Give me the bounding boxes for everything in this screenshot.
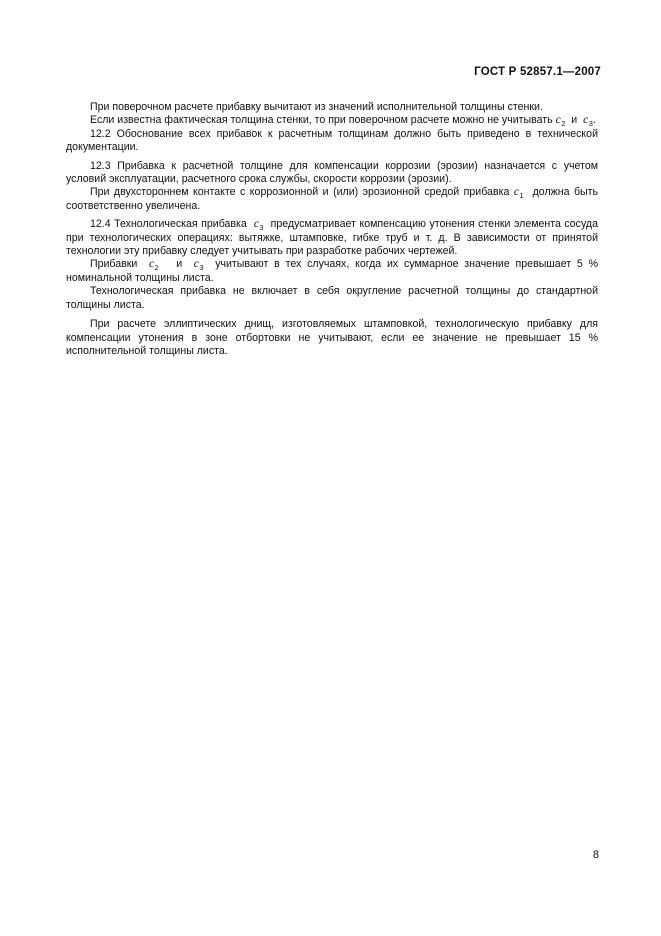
paragraph-text: При двухстороннем контакте с коррозионной и (или) эрозионной средой прибавка (90, 186, 510, 199)
paragraph (66, 258, 598, 285)
symbol-c2: $c_2$ (555, 114, 566, 129)
paragraph (66, 218, 598, 258)
paragraph: При поверочном расчете прибавку вычитают из значений исполнительной толщины стенки. (90, 101, 543, 113)
symbol-c2: $c_2$ (148, 258, 159, 273)
document-body (66, 101, 598, 358)
symbol-c3: $c_3$ (583, 114, 593, 129)
paragraph-text: 12.4 Технологическая прибавка (90, 218, 247, 231)
paragraph-text: Если известна фактическая толщина стенки, то при поверочном расчете можно не учитывать (90, 114, 553, 127)
symbol-c1: $c_1$ (513, 186, 524, 201)
paragraph-text: Прибавки (90, 258, 138, 271)
document-header: ГОСТ Р 52857.1—2007 (474, 66, 601, 78)
paragraph: 12.3 Прибавка к расчетной толщине для компенсации коррозии (эрозии) назначается с учетом условий эксплуатации, расчетного срока службы, скорости коррозии (эрозии). (66, 159, 598, 186)
paragraph-text: учитывают в тех случаях, когда их суммарное значение превышает 5 % номинальной толщины листа. (66, 258, 599, 284)
paragraph-text: и (571, 114, 578, 127)
paragraph: Если известна фактическая толщина стенки, то при поверочном расчете можно не учитывать $c_2$ и $c_3$. (90, 114, 596, 129)
page-number: 8 (592, 849, 599, 861)
symbol-c3: $c_3$ (193, 258, 204, 273)
paragraph: Технологическая прибавка не включает в себя округление расчетной толщины до стандартной толщины листа. (66, 285, 598, 311)
paragraph: При расчете эллиптических днищ, изготовляемых штамповкой, технологическую прибавку для компенсации утонения в зоне отбортовки не учитывают, если ее значение не превышает 15 % исполнительной толщины листа. (66, 318, 598, 357)
paragraph-text: и (176, 258, 183, 271)
paragraph-text: предусматривает компенсацию утонения стенки элемента сосуда при технологических операциях: вытяжке, штамповке, гибке труб и т. д. В зависимости от принятой технологии эту прибавку следует учитывать при разработке рабочих чертежей. (66, 218, 599, 258)
paragraph (66, 186, 598, 213)
paragraph: 12.2 Обоснование всех прибавок к расчетным толщинам должно быть приведено в технической документации. (66, 127, 598, 154)
symbol-c3: $c_3$ (253, 218, 264, 233)
paragraph-text: должна быть соответственно увеличена. (66, 186, 598, 212)
